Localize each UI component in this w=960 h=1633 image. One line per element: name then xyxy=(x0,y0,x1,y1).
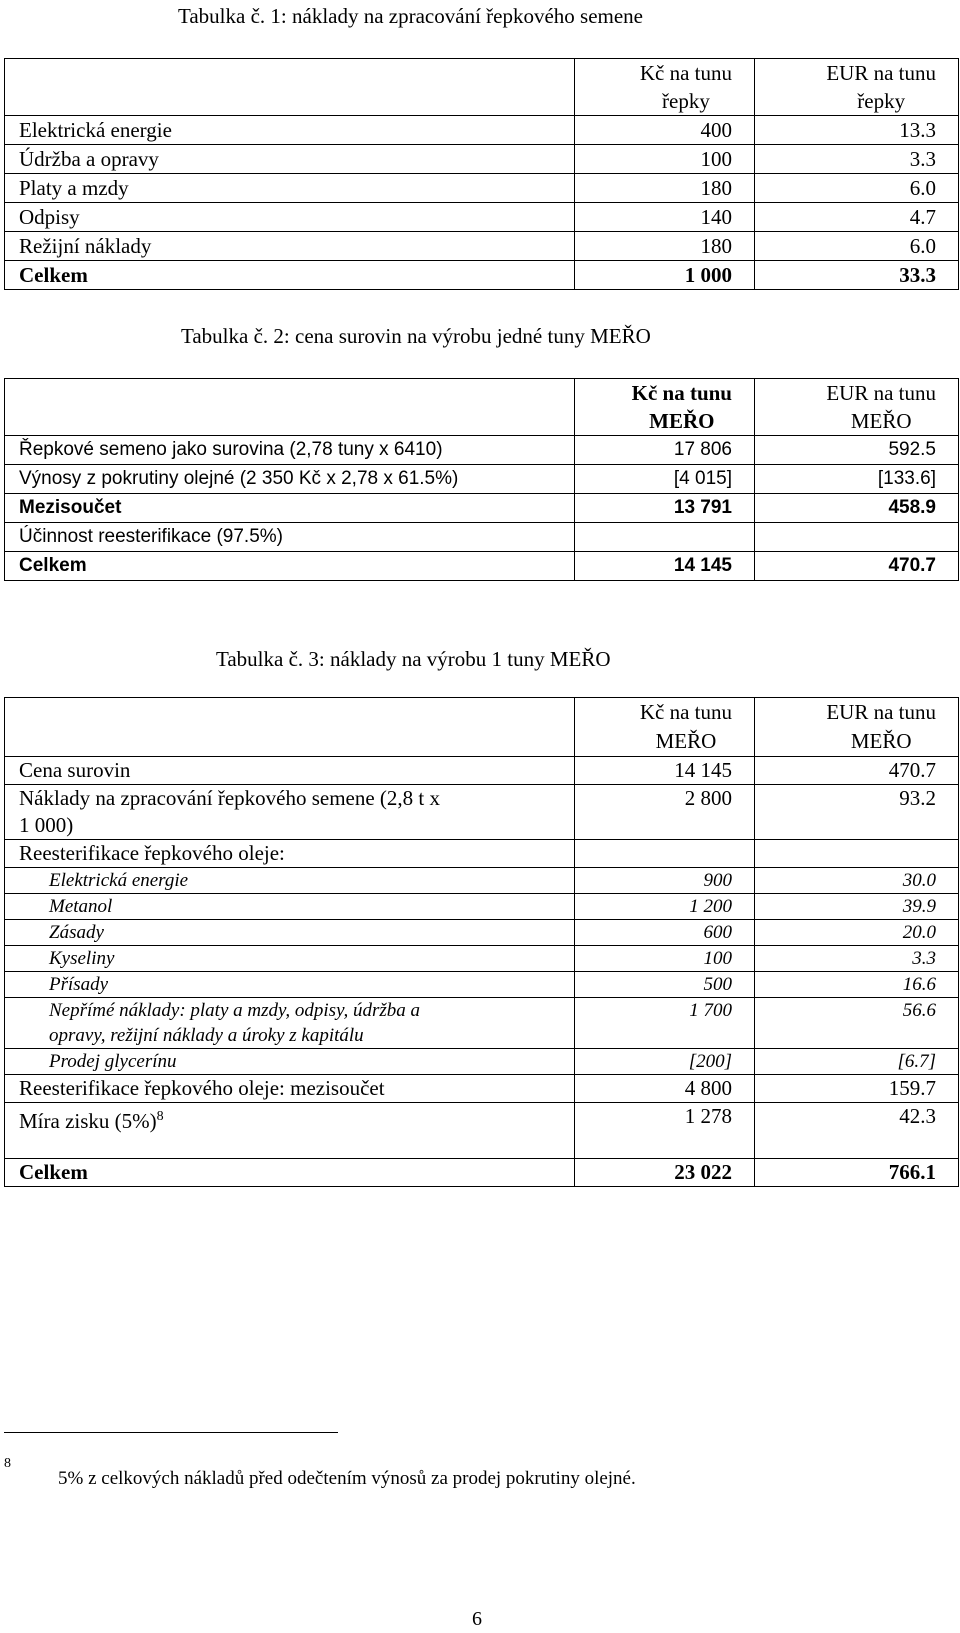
table3-caption: Tabulka č. 3: náklady na výrobu 1 tuny MEŘO xyxy=(216,647,611,671)
table1-header-row xyxy=(5,59,959,116)
table-row: Prodej glycerínu [200] [6.7] xyxy=(5,1049,959,1075)
table-row: Zásady 600 20.0 xyxy=(5,920,959,946)
table2-caption: Tabulka č. 2: cena surovin na výrobu jedné tuny MEŘO xyxy=(181,324,651,348)
table-row: Elektrická energie 900 30.0 xyxy=(5,868,959,894)
table-row: Náklady na zpracování řepkového semene (2,8 t x 1 000) 2 800 93.2 xyxy=(5,785,959,840)
table-row: Řepkové semeno jako surovina (2,78 tuny x 6410) 17 806 592.5 xyxy=(5,436,959,465)
table1-col-eur-header: EUR na tunu řepky xyxy=(755,59,959,116)
table2-total-row: Celkem 14 145 470.7 xyxy=(5,552,959,581)
footnote-ref: 8 xyxy=(156,1109,164,1124)
table2-col-eur-header: EUR na tunu MEŘO xyxy=(755,379,959,436)
table-row: Přísady 500 16.6 xyxy=(5,972,959,998)
table3-col-eur-header: EUR na tunu MEŘO xyxy=(755,698,959,757)
table-row: Odpisy 140 4.7 xyxy=(5,203,959,232)
table3-header-row xyxy=(5,698,959,757)
footnote-divider xyxy=(4,1432,338,1433)
table-row: Režijní náklady 180 6.0 xyxy=(5,232,959,261)
table2 xyxy=(4,378,959,581)
table-row: Cena surovin 14 145 470.7 xyxy=(5,757,959,785)
table-row: Účinnost reesterifikace (97.5%) xyxy=(5,523,959,552)
page-number: 6 xyxy=(472,1608,482,1630)
table3-total-row: Celkem 23 022 766.1 xyxy=(5,1159,959,1187)
table2-subtotal-row: Mezisoučet 13 791 458.9 xyxy=(5,494,959,523)
table3 xyxy=(4,697,959,1187)
table1 xyxy=(4,58,959,290)
table-row: Údržba a opravy 100 3.3 xyxy=(5,145,959,174)
table1-total-row: Celkem 1 000 33.3 xyxy=(5,261,959,290)
table1-col-czk-header: Kč na tunu řepky xyxy=(575,59,755,116)
table-row: Míra zisku $(5\%)^8$ 1 278 42.3 xyxy=(5,1103,959,1159)
table-row: Výnosy z pokrutiny olejné (2 350 Kč x 2,78 x 61.5%) [4 015] [133.6] xyxy=(5,465,959,494)
table-row: Reesterifikace řepkového oleje: mezisoučet 4 800 159.7 xyxy=(5,1075,959,1103)
table2-header-row xyxy=(5,379,959,436)
table-row: Nepřímé náklady: platy a mzdy, odpisy, údržba a opravy, režijní náklady a úroky z kapitálu 1 700 56.6 xyxy=(5,998,959,1049)
footnote-text: 5% z celkových nákladů před odečtením výnosů za prodej pokrutiny olejné. xyxy=(58,1468,636,1489)
table-row: Kyseliny 100 3.3 xyxy=(5,946,959,972)
table-row: Elektrická energie 400 13.3 xyxy=(5,116,959,145)
table-row: Metanol 1 200 39.9 xyxy=(5,894,959,920)
table1-caption: Tabulka č. 1: náklady na zpracování řepkového semene xyxy=(178,4,644,28)
table3-col-czk-header: Kč na tunu MEŘO xyxy=(575,698,755,757)
table2-col-czk-header: Kč na tunu MEŘO xyxy=(575,379,755,436)
table-row: Reesterifikace řepkového oleje: xyxy=(5,840,959,868)
table-row: Platy a mzdy 180 6.0 xyxy=(5,174,959,203)
footnote-number: 8 xyxy=(4,1456,11,1471)
